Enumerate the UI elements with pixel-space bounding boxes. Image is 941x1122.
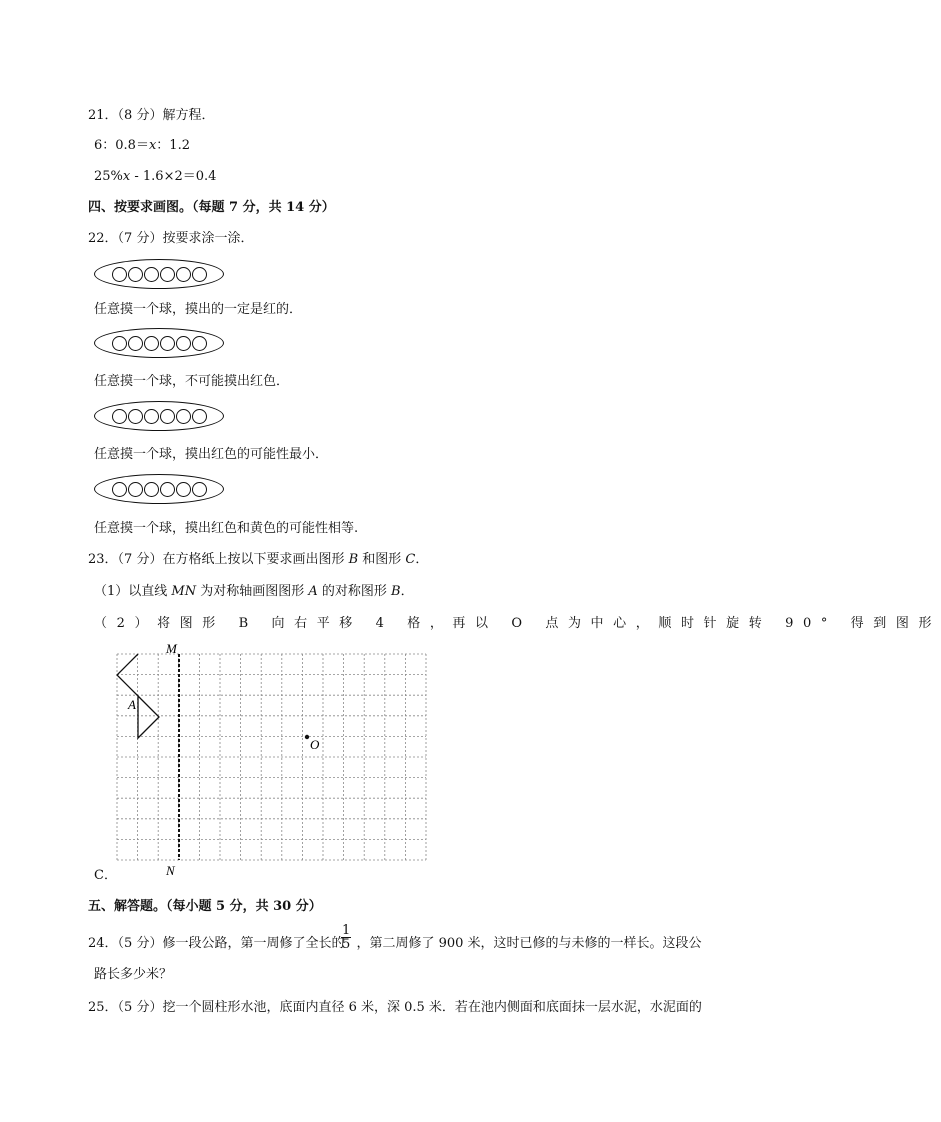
q24-line-1 <box>88 932 702 951</box>
q22-item-4: 任意摸一个球，摸出红色和黄色的可能性相等. <box>94 521 359 536</box>
ball-circle <box>192 409 207 424</box>
ball-circle <box>176 482 191 497</box>
ball-circle <box>192 336 207 351</box>
q21-equation-2 <box>94 165 216 184</box>
point-O <box>305 735 309 739</box>
ball-circle <box>192 482 207 497</box>
q23-step-1 <box>94 580 414 599</box>
fraction-one-fifth <box>341 924 351 951</box>
q21-equation-1 <box>94 134 190 153</box>
q22-item-2: 任意摸一个球，不可能摸出红色． <box>94 374 290 389</box>
label-N: N <box>166 863 175 878</box>
q22-item-3: 任意摸一个球，摸出红色的可能性最小． <box>94 447 329 462</box>
s1-text-d: ． <box>400 584 414 599</box>
shape-A <box>117 654 159 738</box>
label-M: M <box>166 641 177 656</box>
q22-item-1: 任意摸一个球，摸出的一定是红的． <box>94 302 303 317</box>
q23-header <box>88 548 428 567</box>
q23-header-mid: 和图形 <box>358 552 406 567</box>
q24-text-b: ，第二周修了 900 米，这时已修的与未修的一样长。这段公 <box>356 936 702 951</box>
q23-step-2: （2）将图形 B 向右平移 4 格，再以 O 点为中心，顺时针旋转 90° 得到图形 <box>94 616 941 631</box>
q23-label-B: B <box>348 552 359 567</box>
q24-text-a: 24．（5 分）修一段公路，第一周修了全长的 <box>88 936 345 951</box>
s1-text-c: 的对称图形 <box>317 584 392 599</box>
q24-line-2: 路长多少米？ <box>94 967 173 982</box>
ball-bag-1 <box>94 259 224 289</box>
ball-circle <box>112 267 127 282</box>
q23-header-text: 23．（7 分）在方格纸上按以下要求画出图形 <box>88 552 349 567</box>
ball-circle <box>176 409 191 424</box>
section-4-heading: 四、按要求画图。（每题 7 分，共 14 分） <box>88 200 335 215</box>
eq2-variable: x <box>122 169 131 184</box>
q21-header: 21．（8 分）解方程． <box>88 108 215 123</box>
grid-figure <box>90 638 450 883</box>
section-5-heading: 五、解答题。（每小题 5 分，共 30 分） <box>88 899 322 914</box>
ball-circle <box>176 267 191 282</box>
ball-bag-2 <box>94 328 224 358</box>
s1-B: B <box>391 584 401 599</box>
q23-label-C: C <box>405 552 416 567</box>
ball-circle <box>160 267 175 282</box>
eq2-right: - 1.6×2＝0.4 <box>130 169 217 184</box>
fraction-numerator: 1 <box>342 923 351 938</box>
eq1-variable: x <box>148 138 157 153</box>
ball-circle <box>176 336 191 351</box>
s1-text-a: （1）以直线 <box>94 584 172 599</box>
label-O: O <box>310 737 320 752</box>
label-A: A <box>128 697 136 712</box>
ball-circle <box>128 267 143 282</box>
ball-bag-3 <box>94 401 224 431</box>
ball-circle <box>144 267 159 282</box>
eq1-right: ：1.2 <box>156 138 190 153</box>
fraction-denominator: 5 <box>342 937 351 952</box>
ball-circle <box>112 482 127 497</box>
ball-circle <box>112 336 127 351</box>
ball-circle <box>128 482 143 497</box>
ball-circle <box>144 482 159 497</box>
ball-circle <box>128 409 143 424</box>
q23-step-2-tail: C． <box>94 868 117 883</box>
s1-MN: MN <box>171 584 197 599</box>
q23-header-end: ． <box>415 552 429 567</box>
ball-circle <box>160 409 175 424</box>
eq1-left: 6：0.8＝ <box>94 138 149 153</box>
q22-header: 22．（7 分）按要求涂一涂． <box>88 231 254 246</box>
square-grid <box>117 654 426 860</box>
ball-circle <box>144 409 159 424</box>
s1-text-b: 为对称轴画图图形 <box>196 584 309 599</box>
q25-text: 25．（5 分）挖一个圆柱形水池，底面内直径 6 米，深 0.5 米．若在池内侧面和底面抹一层水泥，水泥面的 <box>88 1000 702 1015</box>
ball-circle <box>160 336 175 351</box>
ball-bag-4 <box>94 474 224 504</box>
ball-circle <box>144 336 159 351</box>
s1-A: A <box>308 584 318 599</box>
ball-circle <box>112 409 127 424</box>
ball-circle <box>128 336 143 351</box>
ball-circle <box>192 267 207 282</box>
eq2-left: 25% <box>94 169 123 184</box>
ball-circle <box>160 482 175 497</box>
